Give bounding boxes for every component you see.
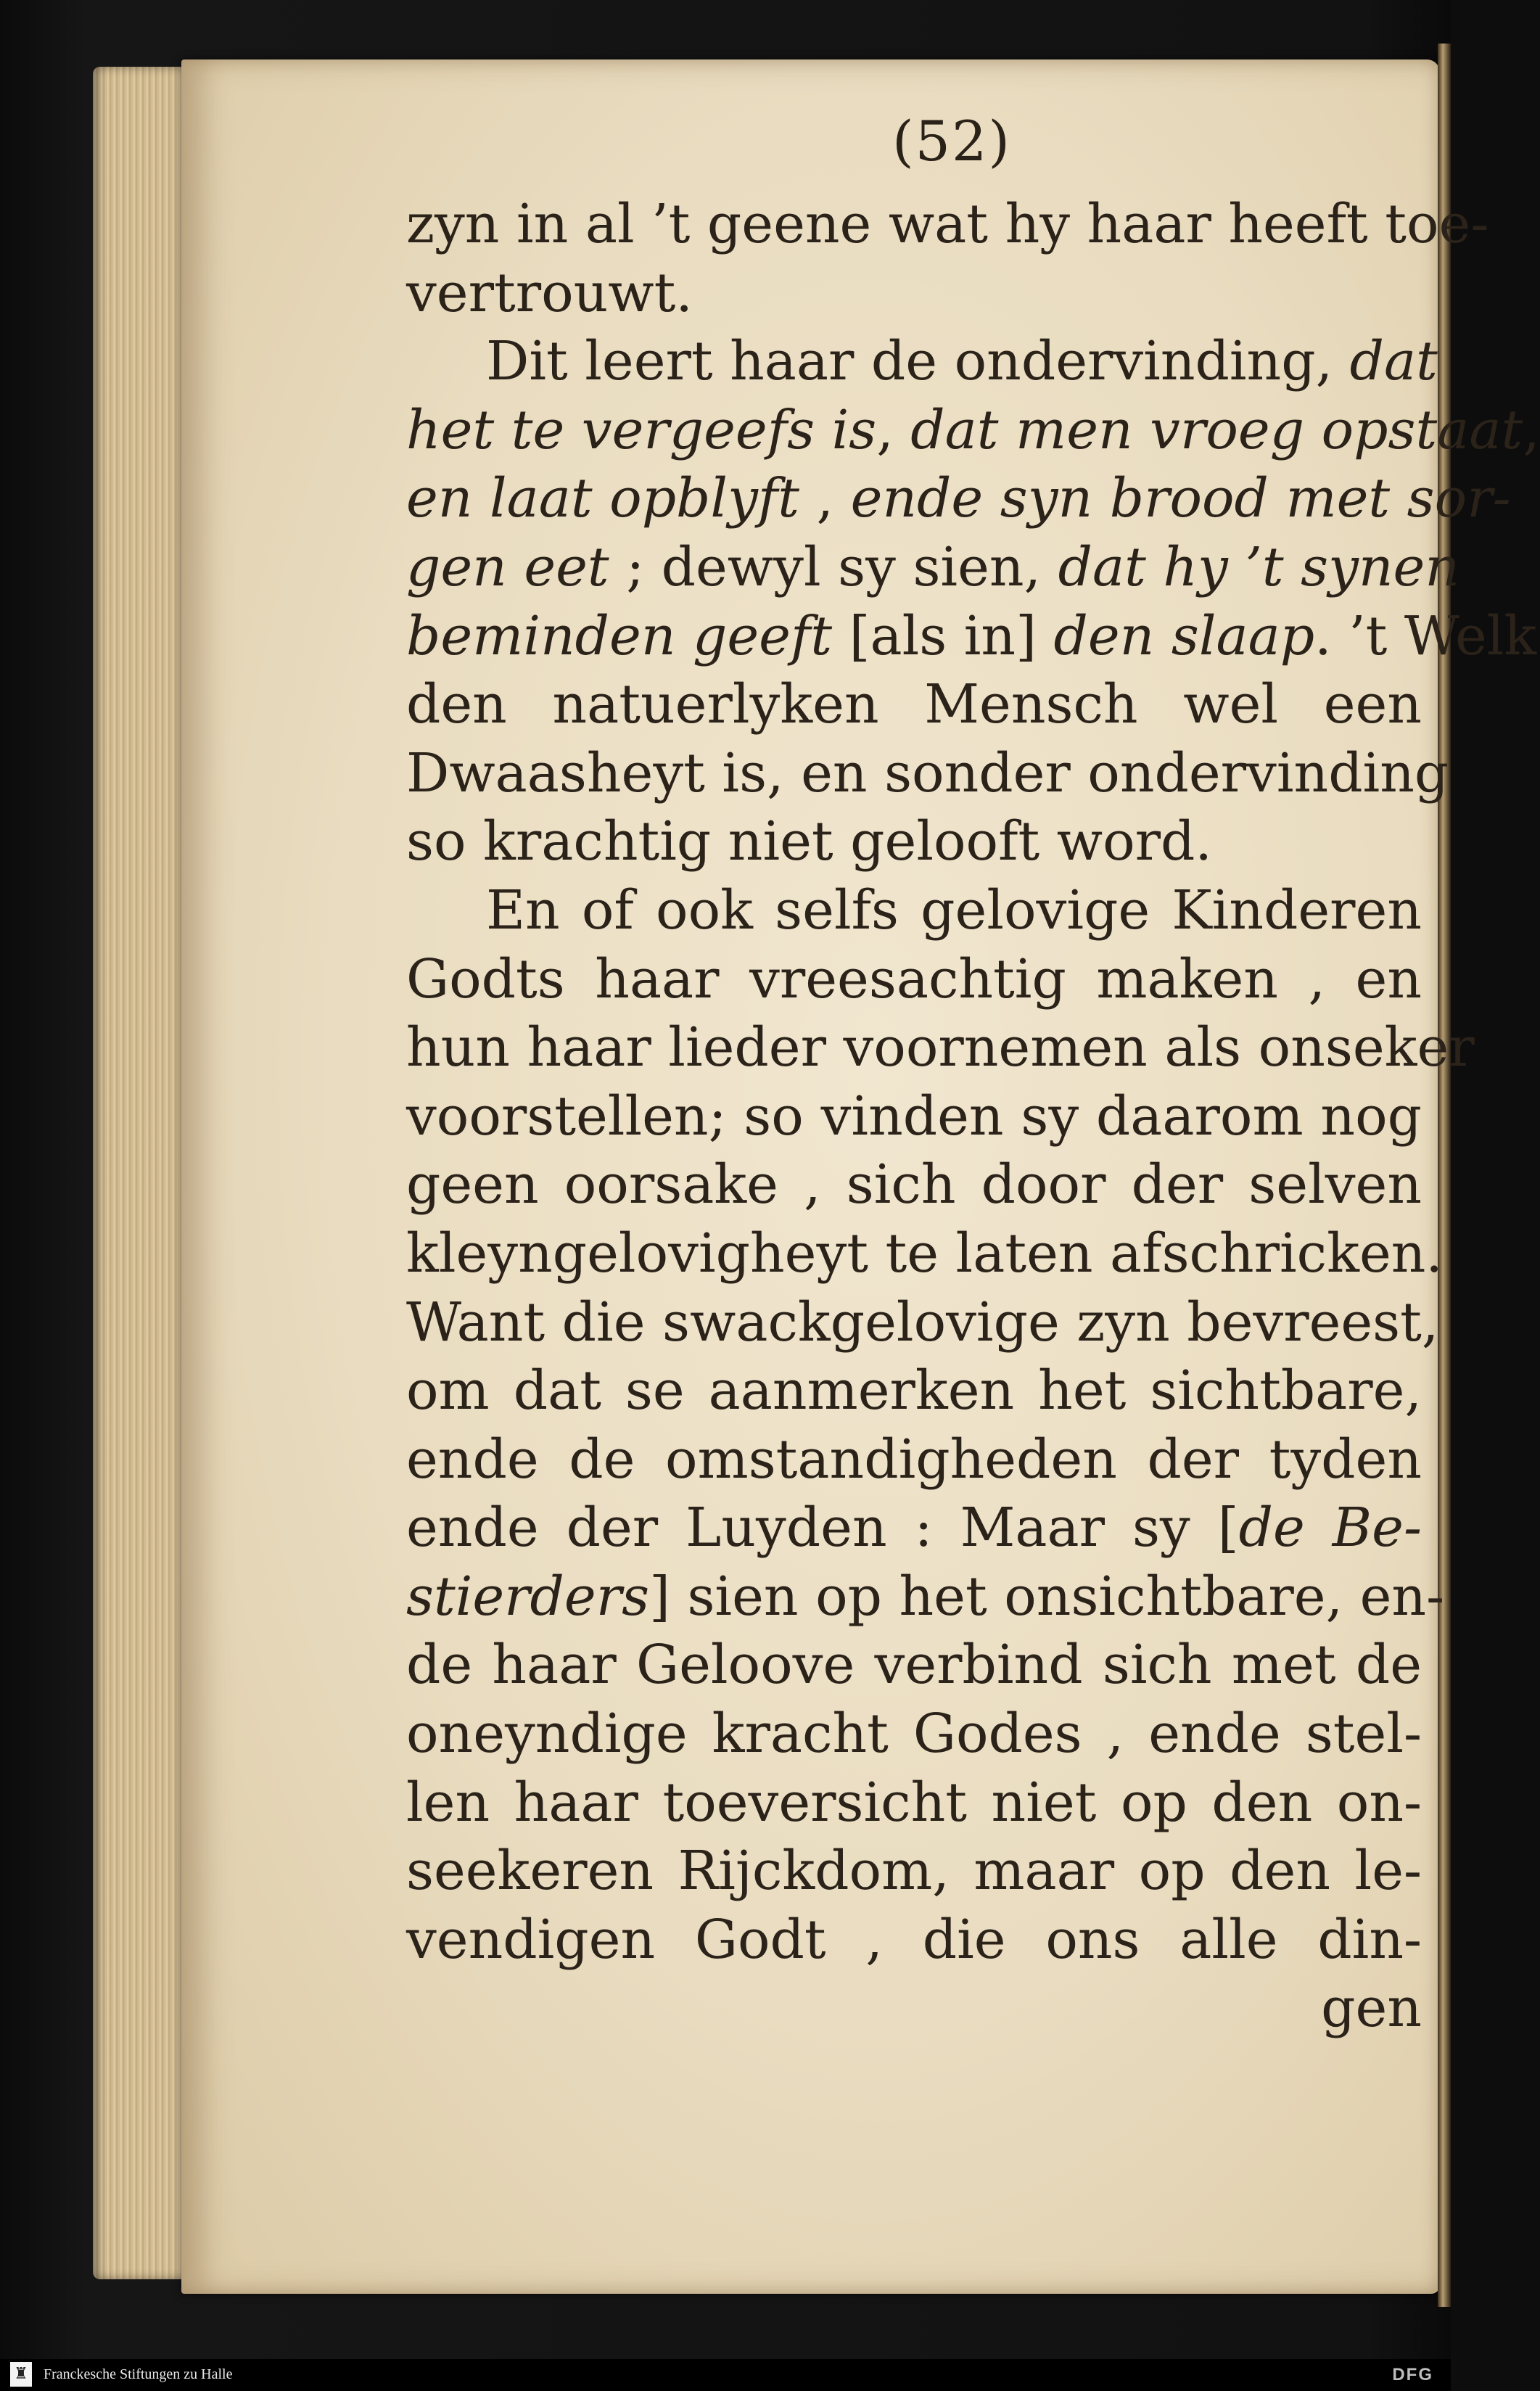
- text-segment: hun haar lieder voornemen als onseker: [406, 1016, 1475, 1079]
- text-segment: ] sien op het onsichtbare, en-: [649, 1565, 1445, 1628]
- text-line: [406, 1631, 1422, 1700]
- text-segment: geen oorsake , sich door der selven: [406, 1153, 1422, 1217]
- text-segment: [als in]: [832, 604, 1054, 667]
- right-page-edge: [1438, 44, 1451, 2307]
- italic-segment: dat men vroeg opstaat: [910, 398, 1523, 461]
- text-line: [406, 739, 1449, 808]
- text-segment: Godts haar vreesachtig maken , en: [406, 947, 1422, 1011]
- text-line: [406, 807, 1422, 876]
- italic-segment: gen eet: [406, 535, 609, 598]
- text-segment: zyn in al ’t geene wat hy haar heeft toe-: [406, 193, 1489, 255]
- text-line: [406, 876, 1422, 945]
- text-line: [406, 533, 1460, 602]
- text-line: [406, 1013, 1475, 1082]
- body-text: [406, 190, 1540, 2043]
- text-segment: so krachtig niet gelooft word.: [406, 810, 1212, 873]
- text-segment: ,: [799, 467, 851, 530]
- text-line: [406, 1151, 1422, 1219]
- text-line: [406, 1082, 1422, 1151]
- italic-segment: stierders: [406, 1565, 650, 1628]
- text-line: [406, 396, 1540, 465]
- text-segment: ; dewyl sy sien,: [609, 535, 1058, 598]
- text-line: [406, 259, 1422, 328]
- text-line: [406, 190, 1489, 259]
- text-segment: Dwaasheyt is, en sonder ondervinding: [406, 741, 1449, 804]
- page-number: (52): [892, 109, 1012, 173]
- text-line: [406, 1769, 1422, 1838]
- text-line: [406, 1425, 1422, 1494]
- text-line: [406, 464, 1511, 533]
- italic-segment: den slaap: [1053, 604, 1315, 667]
- text-line: [406, 1837, 1422, 1906]
- text-line: [406, 327, 1438, 396]
- text-line: [406, 1494, 1422, 1563]
- institution-label: Franckesche Stiftungen zu Halle: [44, 2366, 233, 2382]
- italic-segment: dat: [1349, 330, 1438, 393]
- text-segment: ende der Luyden : Maar sy [: [406, 1497, 1239, 1560]
- text-segment: ,: [876, 398, 911, 461]
- italic-segment: en laat opblyft: [406, 467, 800, 530]
- text-line: [406, 1700, 1422, 1769]
- text-segment: de haar Geloove verbind sich met de: [406, 1634, 1422, 1697]
- text-line: [406, 1288, 1439, 1357]
- text-segment: vendigen Godt , die ons alle din-: [406, 1908, 1422, 1971]
- text-segment: Dit leert haar de ondervinding,: [486, 330, 1350, 393]
- text-line: [406, 1563, 1445, 1631]
- text-segment: om dat se aanmerken het sichtbare,: [406, 1359, 1422, 1423]
- text-line: [406, 1357, 1422, 1425]
- text-line: [406, 1906, 1422, 1975]
- text-segment: seekeren Rijckdom, maar op den le-: [406, 1840, 1422, 1903]
- text-line: [406, 945, 1422, 1014]
- text-segment: gen: [1321, 1977, 1422, 2040]
- text-segment: Want die swackgelovige zyn bevreest,: [406, 1291, 1439, 1354]
- text-segment: len haar toeversicht niet op den on-: [406, 1771, 1422, 1834]
- text-segment: . ’t Welk: [1314, 604, 1537, 667]
- text-line: [406, 1974, 1422, 2043]
- text-segment: ,: [1523, 398, 1540, 461]
- page-stack-edge: [93, 67, 194, 2279]
- text-segment: En of ook selfs gelovige Kinderen: [486, 878, 1422, 942]
- text-line: [406, 602, 1537, 671]
- text-segment: kleyngelovigheyt te laten afschricken.: [406, 1222, 1443, 1285]
- text-line: [406, 670, 1422, 739]
- text-line: [406, 1219, 1443, 1288]
- italic-segment: het te vergeefs is: [406, 398, 877, 461]
- italic-segment: de Be-: [1238, 1497, 1422, 1560]
- text-segment: voorstellen; so vinden sy daarom nog: [406, 1085, 1422, 1148]
- text-segment: den natuerlyken Mensch wel een: [406, 673, 1422, 736]
- institution-logo-icon: ♜: [10, 2362, 32, 2387]
- dfg-mark: DFG: [1392, 2365, 1433, 2384]
- italic-segment: dat hy ’t synen: [1058, 535, 1460, 598]
- text-segment: oneyndige kracht Godes , ende stel-: [406, 1703, 1422, 1766]
- text-segment: ende de omstandigheden der tyden: [406, 1428, 1422, 1491]
- italic-segment: ende syn brood met sor-: [850, 467, 1511, 530]
- text-segment: vertrouwt.: [406, 261, 693, 324]
- italic-segment: beminden geeft: [406, 604, 833, 667]
